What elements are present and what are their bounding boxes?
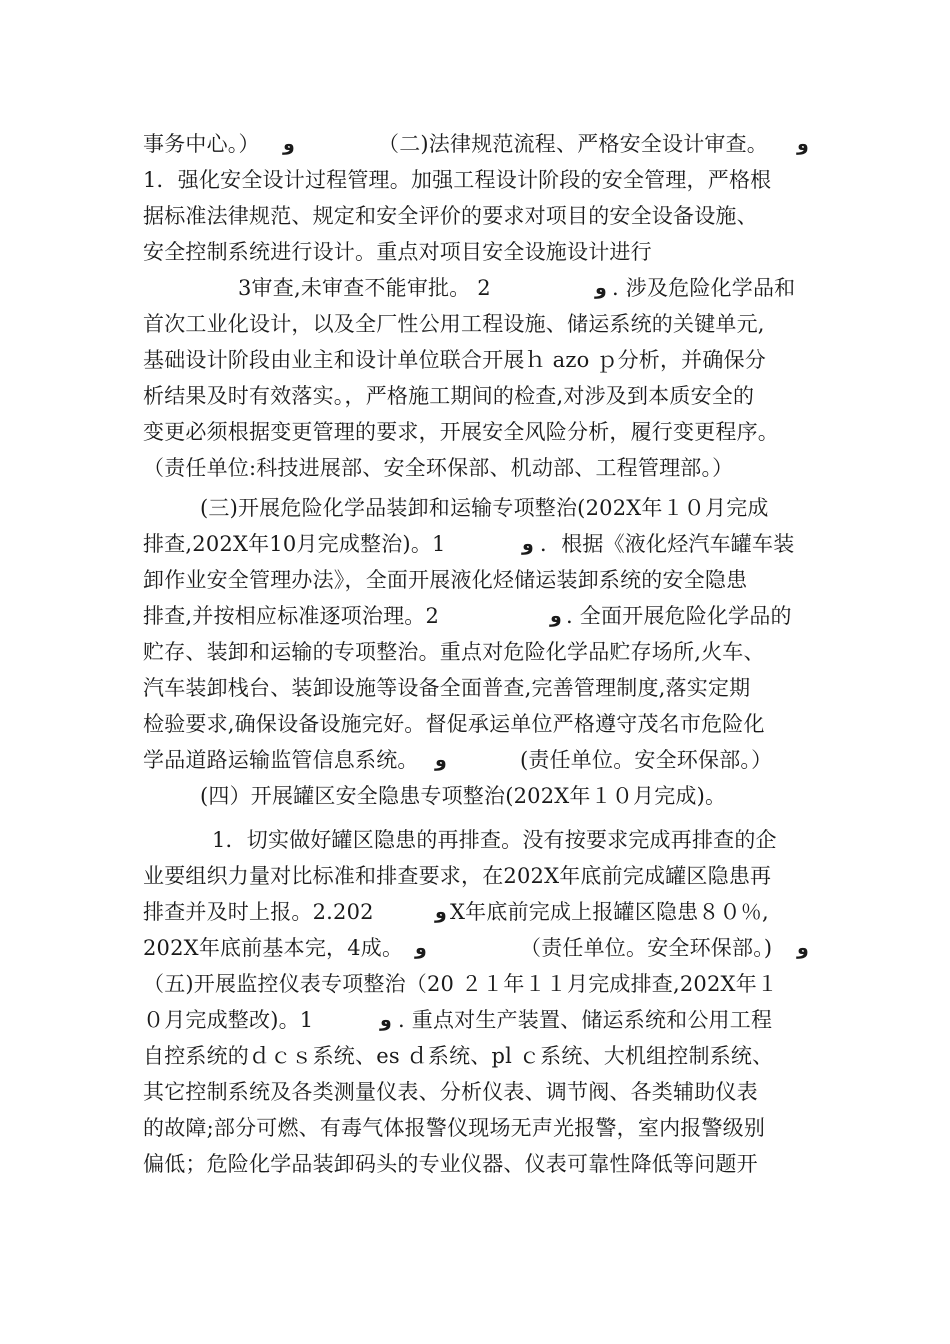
text-line [0, 966, 950, 1002]
text-segment: 其它控制系统及各类测量仪表、分析仪表、调节阀、各类辅助仪表 [143, 1080, 758, 1104]
text-line [0, 562, 950, 598]
text-segment: 检验要求,确保设备设施完好。督促承运单位严格遵守茂名市危险化 [143, 712, 765, 736]
text-line [0, 162, 950, 198]
text-line [0, 930, 950, 966]
text-line [0, 342, 950, 378]
text-segment: 基础设计阶段由业主和设计单位联合开展ｈ azo ｐ分析，并确保分 [143, 348, 766, 372]
text-line [0, 450, 950, 486]
paragraph-mark: ﻭ [797, 937, 809, 959]
text-segment: ．根据《液化烃汽车罐车装 [540, 532, 795, 556]
text-line [0, 894, 950, 930]
text-segment: （五)开展监控仪表专项整治（20 ２１年１１月完成排查,202X年１ [143, 972, 779, 996]
text-segment: （二)法律规范流程、严格安全设计审查。 [378, 132, 768, 156]
text-segment: 排查,并按相应标准逐项治理。2 [143, 604, 440, 628]
text-line [0, 822, 950, 858]
text-segment: 汽车装卸栈台、装卸设施等设备全面普查,完善管理制度,落实定期 [143, 676, 751, 700]
text-segment: 事务中心。） [143, 132, 260, 156]
text-segment: 贮存、装卸和运输的专项整治。重点对危险化学品贮存场所,火车、 [143, 640, 765, 664]
text-line [0, 742, 950, 778]
text-line [0, 1002, 950, 1038]
text-line [0, 270, 950, 306]
text-segment: (四）开展罐区安全隐患专项整治(202X年１０月完成)。 [200, 784, 727, 808]
paragraph-mark: ﻭ [283, 133, 295, 155]
paragraph-mark: ﻭ [380, 1009, 392, 1031]
text-segment: 3审查,未审查不能审批。 2 [238, 276, 491, 300]
text-segment: 安全控制系统进行设计。重点对项目安全设施设计进行 [143, 240, 652, 264]
paragraph-mark: ﻭ [435, 749, 447, 771]
text-line [0, 1110, 950, 1146]
paragraph-mark: ﻭ [522, 533, 534, 555]
text-segment: 变更必须根据变更管理的要求，开展安全风险分析，履行变更程序。 [143, 420, 779, 444]
text-segment: 据标准法律规范、规定和安全评价的要求对项目的安全设备设施、 [143, 204, 758, 228]
text-segment: 1．强化安全设计过程管理。加强工程设计阶段的安全管理，严格根 [143, 168, 772, 192]
text-segment: X年底前完成上报罐区隐患８０％, [450, 900, 769, 924]
text-segment: (三)开展危险化学品装卸和运输专项整治(202X年１０月完成 [200, 496, 769, 520]
text-segment: 首次工业化设计，以及全厂性公用工程设施、储运系统的关键单元, [143, 312, 765, 336]
text-segment: 1．切实做好罐区隐患的再排查。没有按要求完成再排查的企 [212, 828, 777, 852]
text-segment: 自控系统的ｄｃｓ系统、es ｄ系统、pl ｃ系统、大机组控制系统、 [143, 1044, 774, 1068]
paragraph-mark: ﻭ [797, 133, 809, 155]
text-line [0, 1038, 950, 1074]
text-line [0, 378, 950, 414]
text-line [0, 670, 950, 706]
text-line [0, 490, 950, 526]
text-segment: ０月完成整改)。1 [143, 1008, 314, 1032]
text-line [0, 858, 950, 894]
text-segment: （责任单位:科技进展部、安全环保部、机动部、工程管理部。） [143, 456, 734, 480]
text-segment: （责任单位。安全环保部。) [520, 936, 773, 960]
text-line [0, 234, 950, 270]
text-line [0, 126, 950, 162]
paragraph-mark: ﻭ [435, 901, 447, 923]
text-segment: 学品道路运输监管信息系统。 [143, 748, 419, 772]
text-segment: 排查并及时上报。2.202 [143, 900, 374, 924]
text-segment: 业要组织力量对比标准和排查要求，在202X年底前完成罐区隐患再 [143, 864, 772, 888]
text-segment: 的故障;部分可燃、有毒气体报警仪现场无声光报警，室内报警级别 [143, 1116, 766, 1140]
text-segment: 排查,202X年10月完成整治)。1 [143, 532, 446, 556]
text-line [0, 1146, 950, 1182]
text-segment: (责任单位。安全环保部。） [520, 748, 773, 772]
text-line [0, 706, 950, 742]
text-segment: . 重点对生产装置、储运系统和公用工程 [398, 1008, 773, 1032]
paragraph-mark: ﻭ [550, 605, 562, 627]
text-segment: . 涉及危险化学品和 [612, 276, 796, 300]
text-line [0, 634, 950, 670]
text-line [0, 414, 950, 450]
text-segment: . 全面开展危险化学品的 [566, 604, 792, 628]
text-line [0, 526, 950, 562]
text-segment: 偏低；危险化学品装卸码头的专业仪器、仪表可靠性降低等问题开 [143, 1152, 758, 1176]
text-line [0, 198, 950, 234]
text-segment: 卸作业安全管理办法》，全面开展液化烃储运装卸系统的安全隐患 [143, 568, 748, 592]
text-line [0, 306, 950, 342]
text-segment: 202X年底前基本完，4成。 [143, 936, 404, 960]
text-segment: 析结果及时有效落实。，严格施工期间的检查,对涉及到本质安全的 [143, 384, 755, 408]
text-line [0, 598, 950, 634]
paragraph-mark: ﻭ [415, 937, 427, 959]
text-line [0, 1074, 950, 1110]
text-line [0, 778, 950, 814]
paragraph-mark: ﻭ [595, 277, 607, 299]
